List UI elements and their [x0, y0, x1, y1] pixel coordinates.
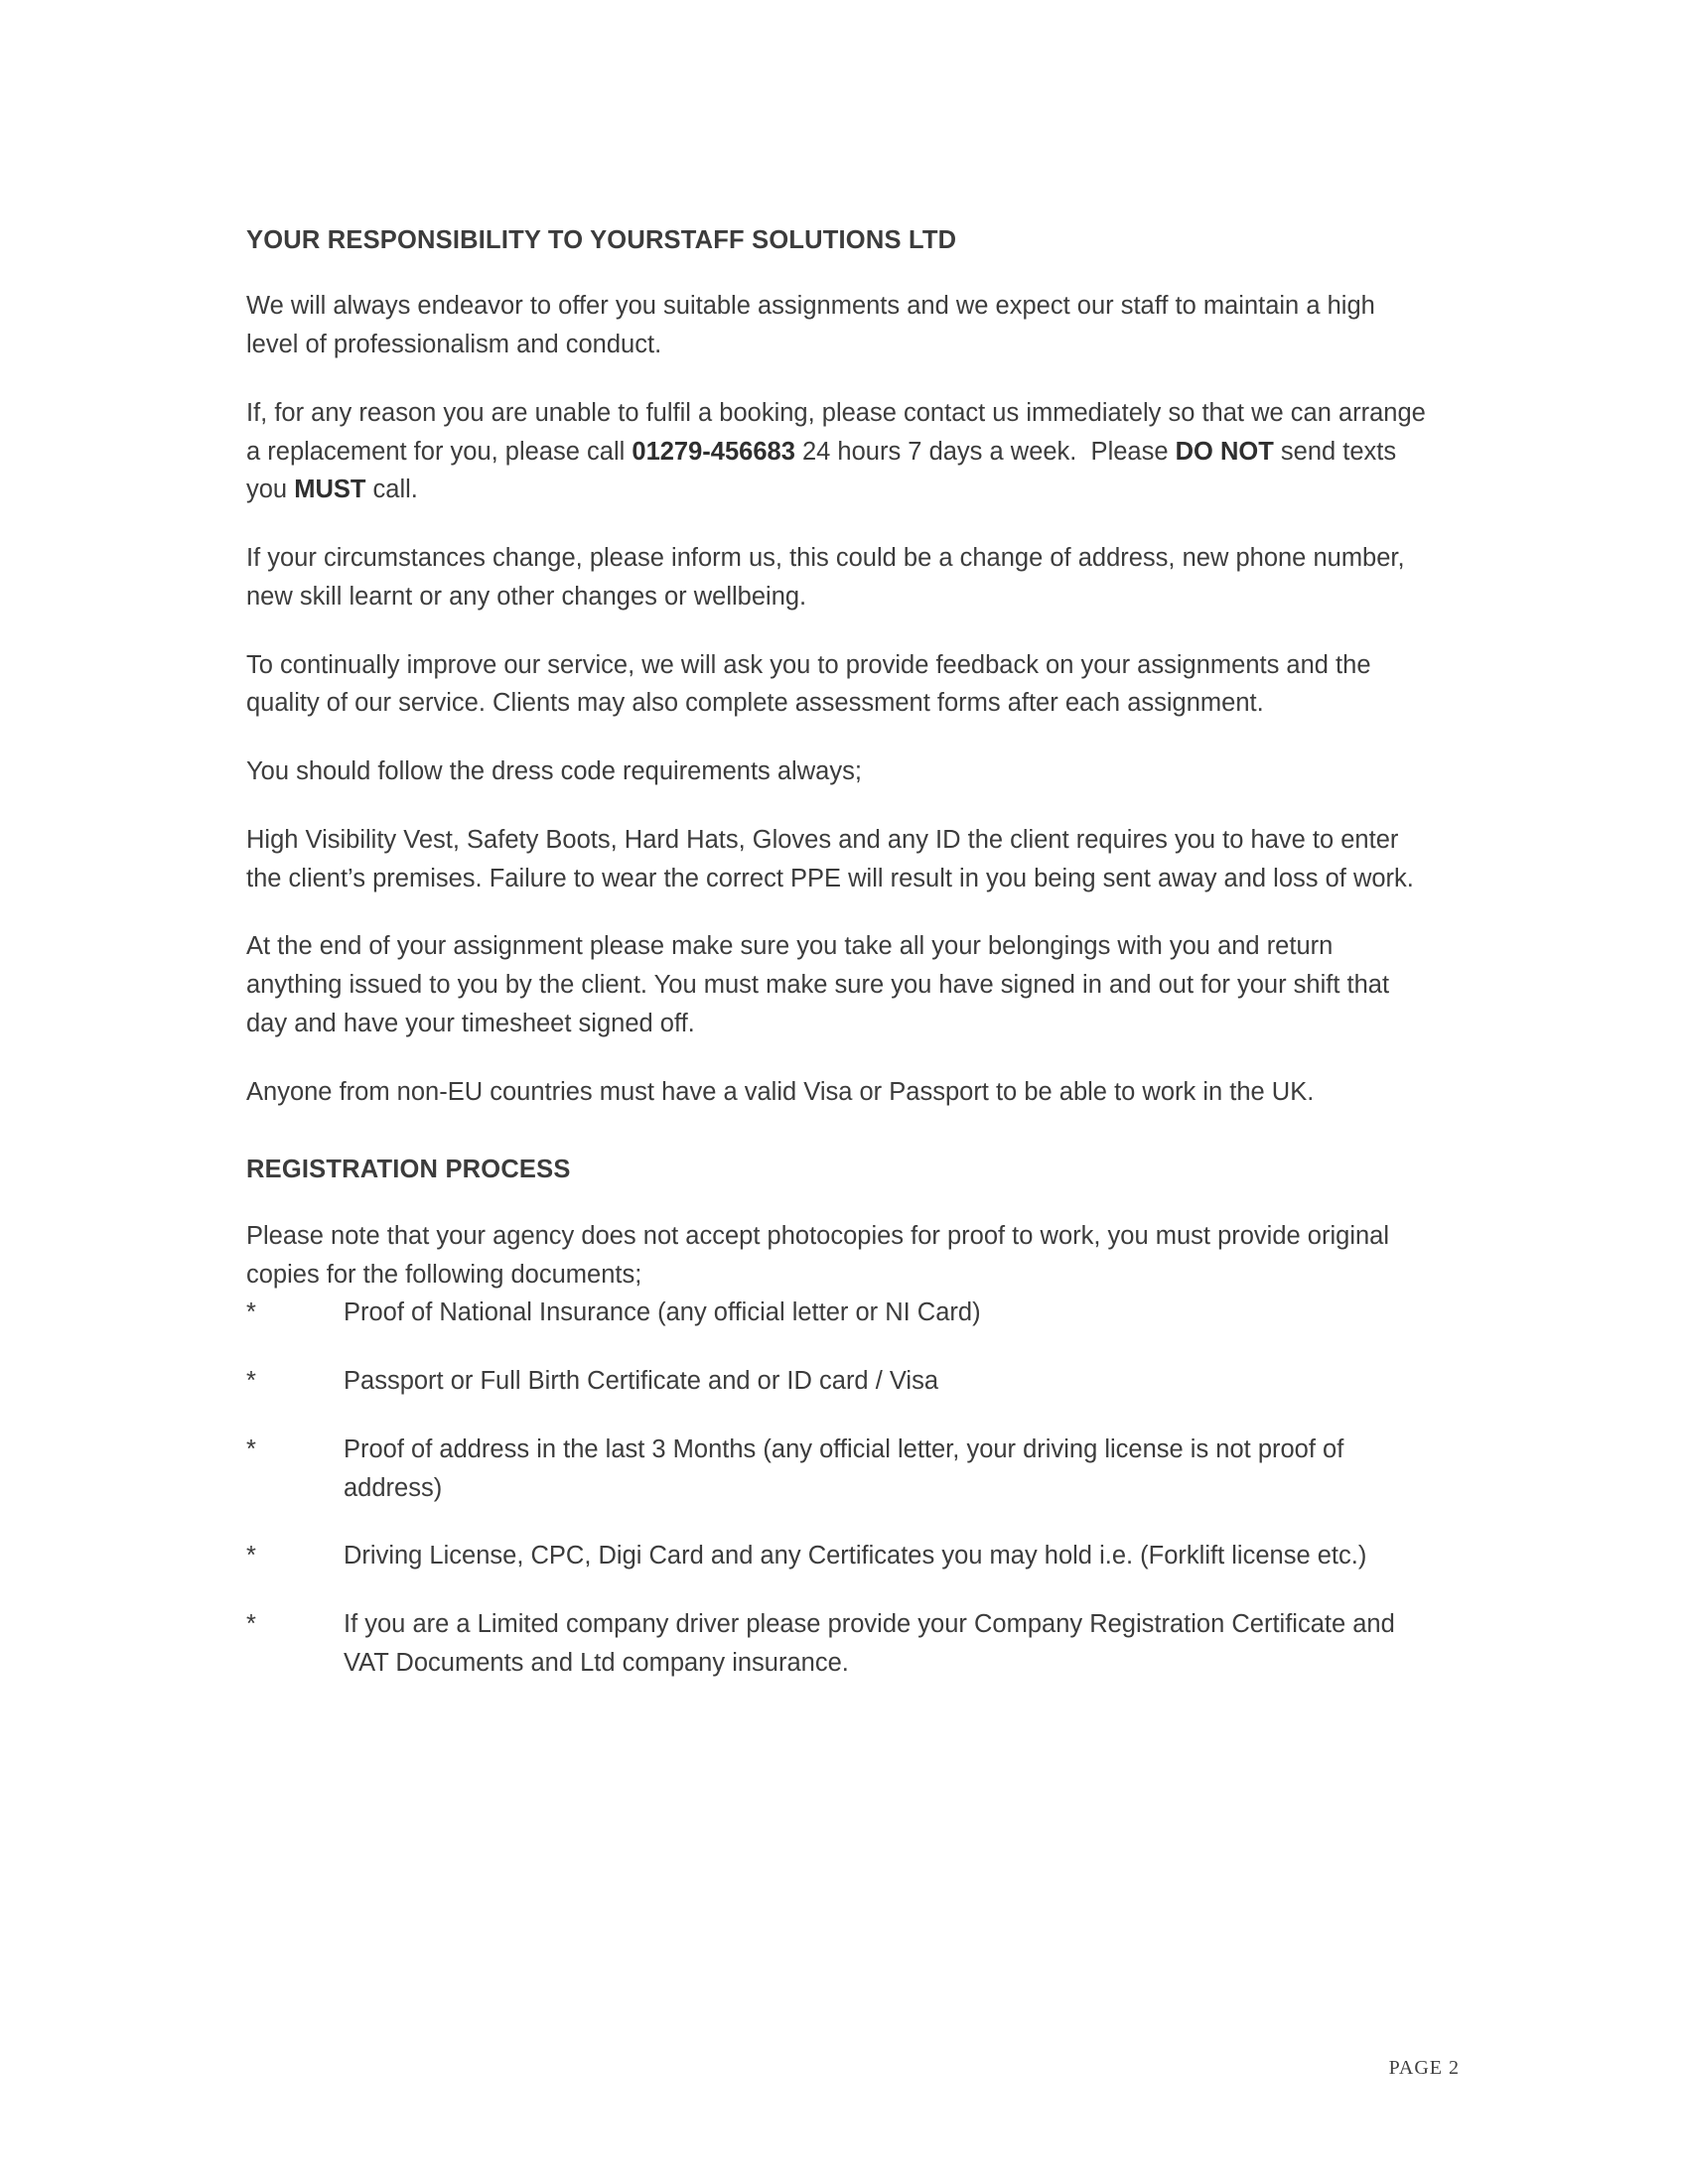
- list-item: [246, 1362, 1428, 1401]
- paragraph-ppe-requirements: High Visibility Vest, Safety Boots, Hard Hats, Gloves and any ID the client requires you to have to enter the client’s premises. Failure to wear the correct PPE will result in you being sent away and loss of work.: [246, 825, 1414, 892]
- list-item-label: Driving License, CPC, Digi Card and any Certificates you may hold i.e. (Forklift license etc.): [344, 1542, 1367, 1570]
- list-item: [246, 1294, 1428, 1332]
- list-item: [246, 1605, 1428, 1683]
- paragraph-dress-code-intro: You should follow the dress code requirements always;: [246, 757, 862, 786]
- paragraph-suitable-assignments: We will always endeavor to offer you suitable assignments and we expect our staff to maintain a high level of professionalism and conduct.: [246, 292, 1375, 359]
- phone-number: 01279-456683: [632, 437, 795, 466]
- paragraph-feedback: To continually improve our service, we will ask you to provide feedback on your assignments and the quality of our service. Clients may also complete assessment forms after each assignment.: [246, 650, 1371, 718]
- bullet-marker-icon: *: [246, 1610, 256, 1639]
- bullet-marker-icon: *: [246, 1367, 256, 1396]
- list-item-label: Proof of address in the last 3 Months (any official letter, your driving license is not proof of address): [344, 1434, 1344, 1502]
- bullet-marker-icon: *: [246, 1434, 256, 1463]
- list-item-label: If you are a Limited company driver please provide your Company Registration Certificate and VAT Documents and Ltd company insurance.: [344, 1610, 1395, 1677]
- list-item-label: Passport or Full Birth Certificate and or ID card / Visa: [344, 1367, 939, 1396]
- paragraph-circumstances-change: If your circumstances change, please inform us, this could be a change of address, new phone number, new skill learnt or any other changes or wellbeing.: [246, 544, 1405, 611]
- required-documents-list: [246, 1294, 1428, 1682]
- page-number-footer: PAGE 2: [1388, 2057, 1460, 2079]
- paragraph-end-of-assignment: At the end of your assignment please make sure you take all your belongings with you and return anything issued to you by the client. You must make sure you have signed in and out for your shift that day and have your timesheet signed off.: [246, 932, 1390, 1037]
- section-heading-registration-process: REGISTRATION PROCESS: [246, 1156, 571, 1184]
- list-item: [246, 1537, 1428, 1575]
- bullet-marker-icon: *: [246, 1298, 256, 1327]
- emphasis-do-not: DO NOT: [1175, 437, 1274, 466]
- list-item-label: Proof of National Insurance (any official letter or NI Card): [344, 1298, 981, 1327]
- document-body: [246, 223, 1428, 1683]
- paragraph-no-photocopies: Please note that your agency does not accept photocopies for proof to work, you must provide original copies for the following documents;: [246, 1221, 1390, 1289]
- list-item: [246, 1431, 1428, 1508]
- bullet-marker-icon: *: [246, 1542, 256, 1570]
- section-heading-responsibility: YOUR RESPONSIBILITY TO YOURSTAFF SOLUTIONS LTD: [246, 226, 957, 254]
- emphasis-must: MUST: [294, 476, 366, 504]
- paragraph-unable-to-fulfil: If, for any reason you are unable to fulfil a booking, please contact us immediately so that we can arrange a replacement for you, please call 01279-456683 24 hours 7 days a week. Please DO NOT send texts you MUST call.: [246, 398, 1426, 504]
- paragraph-non-eu-visa: Anyone from non-EU countries must have a valid Visa or Passport to be able to work in the UK.: [246, 1077, 1315, 1106]
